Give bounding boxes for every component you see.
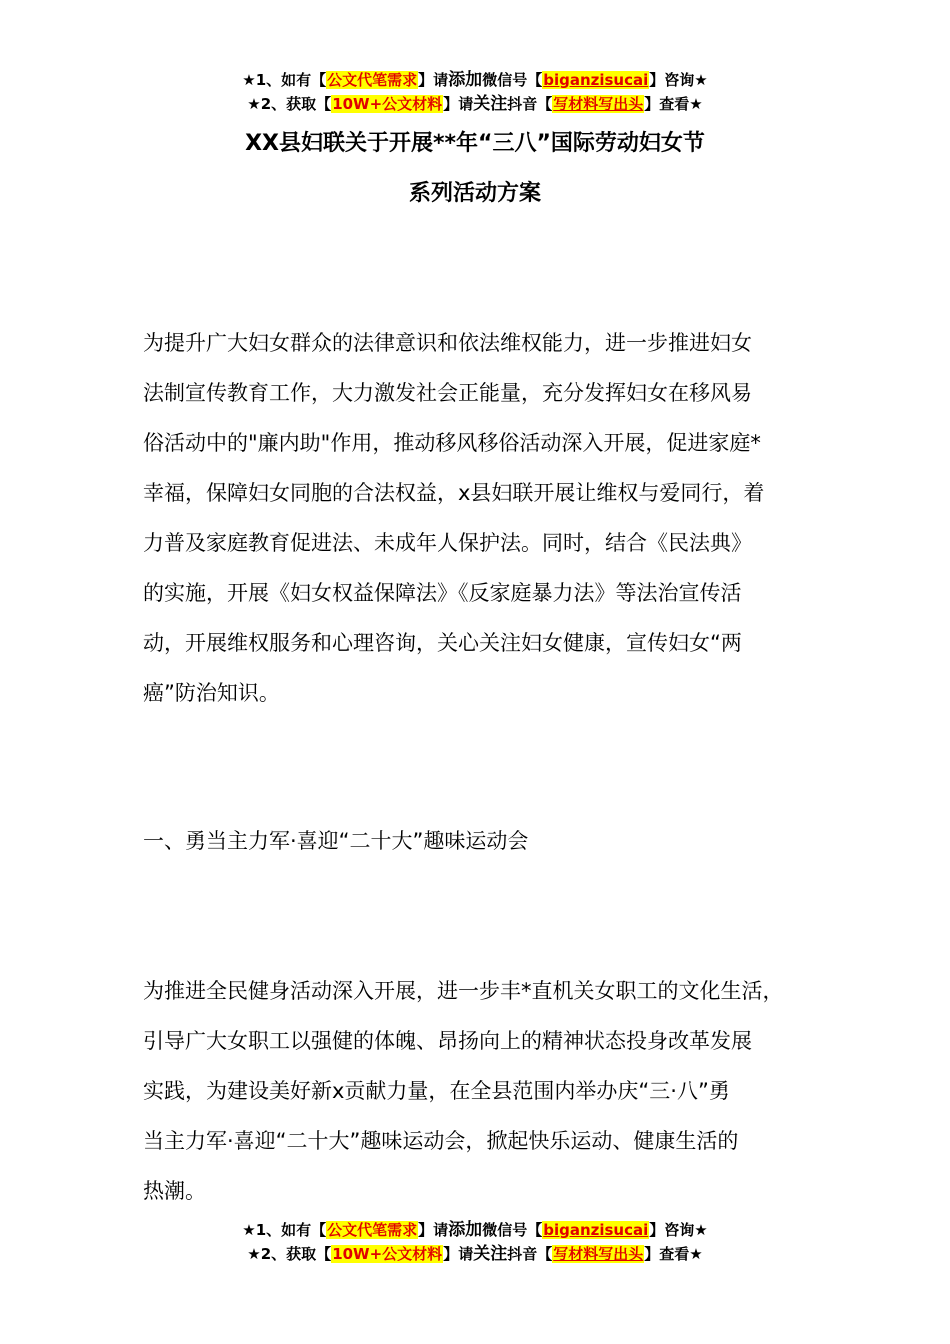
- banner-text: 】咨询★: [649, 1221, 708, 1239]
- bottom-banner: [0, 1218, 950, 1266]
- banner-emphasis: 关注: [473, 94, 508, 114]
- banner-line-1: [0, 1218, 950, 1242]
- paragraph-line: 引导广大女职工以强健的体魄、昂扬向上的精神状态投身改革发展: [143, 1029, 752, 1053]
- banner-text: 微信号【: [482, 71, 543, 89]
- paragraph-line: 的实施，开展《妇女权益保障法》《反家庭暴力法》等法治宣传活: [143, 581, 742, 605]
- banner-text: 微信号【: [482, 1221, 543, 1239]
- banner-text: 】请: [418, 71, 449, 89]
- banner-text: 抖音【: [507, 1245, 553, 1263]
- banner-highlight: 公文代笔需求: [327, 71, 418, 89]
- section1-paragraph: [143, 966, 833, 1216]
- banner-emphasis: 添加: [448, 70, 483, 90]
- paragraph-line: 为推进全民健身活动深入开展，进一步丰*直机关女职工的文化生活，: [143, 979, 784, 1003]
- banner-highlight: 公文代笔需求: [327, 1221, 418, 1239]
- banner-text: ★1、如有【: [242, 1221, 327, 1239]
- banner-emphasis: 关注: [473, 1244, 508, 1264]
- paragraph-line: 癌”防治知识。: [143, 681, 280, 705]
- document-title-line-2: 系列活动方案: [408, 181, 541, 206]
- banner-emphasis: 添加: [448, 1220, 483, 1240]
- banner-line-2: [0, 1242, 950, 1266]
- banner-highlight-douyin: 写材料写出头: [553, 95, 644, 113]
- banner-highlight: 10W+公文材料: [332, 95, 443, 113]
- paragraph-line: 法制宣传教育工作，大力激发社会正能量，充分发挥妇女在移风易: [143, 381, 752, 405]
- banner-highlight: 10W+公文材料: [332, 1245, 443, 1263]
- banner-text: 】请: [443, 1245, 474, 1263]
- banner-highlight-wechat: biganzisucai: [543, 71, 649, 89]
- banner-text: 抖音【: [507, 95, 553, 113]
- banner-text: 】请: [443, 95, 474, 113]
- banner-highlight-douyin: 写材料写出头: [553, 1245, 644, 1263]
- paragraph-line: 为提升广大妇女群众的法律意识和依法维权能力，进一步推进妇女: [143, 331, 752, 355]
- section-heading-1: 一、勇当主力军·喜迎“二十大”趣味运动会: [143, 829, 529, 853]
- banner-line-2: [0, 92, 950, 116]
- paragraph-line: 实践，为建设美好新x贡献力量，在全县范围内举办庆“三·八”勇: [143, 1079, 730, 1103]
- banner-text: 】查看★: [644, 95, 703, 113]
- banner-text: 】查看★: [644, 1245, 703, 1263]
- paragraph-line: 热潮。: [143, 1179, 206, 1203]
- paragraph-line: 幸福，保障妇女同胞的合法权益，x县妇联开展让维权与爱同行，着: [143, 481, 765, 505]
- paragraph-line: 当主力军·喜迎“二十大”趣味运动会，掀起快乐运动、健康生活的: [143, 1129, 739, 1153]
- paragraph-line: 动，开展维权服务和心理咨询，关心关注妇女健康，宣传妇女“两: [143, 631, 742, 655]
- paragraph-line: 力普及家庭教育促进法、未成年人保护法。同时，结合《民法典》: [143, 531, 752, 555]
- banner-text: ★1、如有【: [242, 71, 327, 89]
- top-banner: [0, 68, 950, 116]
- paragraph-line: 俗活动中的"廉内助"作用，推动移风移俗活动深入开展，促进家庭*: [143, 431, 761, 455]
- document-title-line-1: XX县妇联关于开展**年“三八”国际劳动妇女节: [245, 131, 705, 156]
- banner-highlight-wechat: biganzisucai: [543, 1221, 649, 1239]
- banner-text: ★2、获取【: [247, 1245, 332, 1263]
- banner-text: 】咨询★: [649, 71, 708, 89]
- banner-text: 】请: [418, 1221, 449, 1239]
- intro-paragraph: [143, 318, 833, 718]
- banner-text: ★2、获取【: [247, 95, 332, 113]
- banner-line-1: [0, 68, 950, 92]
